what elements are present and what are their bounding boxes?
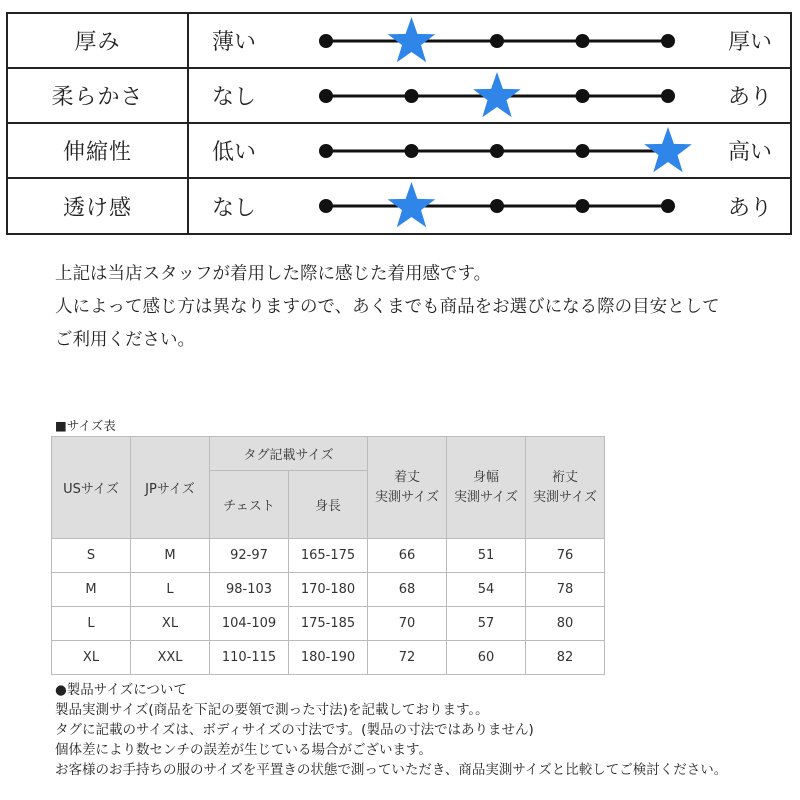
rating-row-thickness [8,14,790,69]
cell-chest: 104-109 [210,607,289,641]
header-height: 身長 [289,471,368,539]
cell-us: XL [52,641,131,675]
rating-dot [576,34,590,48]
header-width [447,437,526,539]
cell-width: 54 [447,573,526,607]
cell-jp: L [131,573,210,607]
cell-height: 170-180 [289,573,368,607]
rating-row-sheerness [8,179,790,234]
header-sleeve-line2: 実測サイズ [533,489,597,505]
footnote-line: お客様のお手持ちの服のサイズを平置きの状態で測っていただき、商品実測サイズと比較してご検討ください。 [55,762,728,778]
cell-jp: XXL [131,641,210,675]
rating-star-icon [644,127,692,172]
rating-scale [298,14,698,67]
rating-row-stretch [8,124,790,179]
cell-us: M [52,573,131,607]
rating-dot [319,199,333,213]
rating-row-softness [8,69,790,124]
rating-min-label: なし [212,196,257,221]
header-tag-size: タグ記載サイズ [210,437,368,471]
cell-length: 70 [368,607,447,641]
footnote-line: 個体差により数センチの誤差が生じている場合がございます。 [55,742,432,758]
cell-length: 72 [368,641,447,675]
cell-us: S [52,539,131,573]
cell-jp: M [131,539,210,573]
rating-dot [490,34,504,48]
rating-scale-graphic [298,14,698,69]
cell-sleeve: 76 [526,539,605,573]
rating-star-icon [388,17,436,62]
footnote-line: タグに記載のサイズは、ボディサイズの寸法です。(製品の寸法ではありません) [55,722,534,738]
rating-min-label: なし [212,85,257,110]
rating-label: 柔らかさ [8,69,189,122]
header-length-line2: 実測サイズ [375,489,439,505]
cell-sleeve: 82 [526,641,605,675]
rating-dot [319,89,333,103]
size-table-caption: ■サイズ表 [55,418,116,433]
header-jp-size: JPサイズ [131,437,210,539]
footnote-line: 製品実測サイズ(商品を下記の要領で測った寸法)を記載しております。。 [55,702,489,718]
cell-height: 165-175 [289,539,368,573]
cell-height: 180-190 [289,641,368,675]
cell-sleeve: 80 [526,607,605,641]
header-chest: チェスト [210,471,289,539]
rating-star-icon [388,182,436,227]
cell-chest: 98-103 [210,573,289,607]
rating-scale-graphic [298,179,698,234]
rating-min-label: 低い [212,140,257,165]
cell-chest: 92-97 [210,539,289,573]
header-sleeve-line1: 裄丈 [551,469,578,485]
header-length [368,437,447,539]
cell-sleeve: 78 [526,573,605,607]
rating-dot [576,199,590,213]
cell-width: 57 [447,607,526,641]
rating-dot [490,144,504,158]
rating-star-icon [473,72,521,117]
rating-dot [661,89,675,103]
cell-length: 68 [368,573,447,607]
header-us-size: USサイズ [52,437,131,539]
rating-dot [319,34,333,48]
rating-dot [661,34,675,48]
feel-rating-table [6,12,792,235]
table-row [52,607,605,641]
table-row [52,573,605,607]
fit-note [55,258,775,357]
size-table [51,436,605,675]
rating-max-label: あり [727,196,772,221]
note-line: ご利用ください。 [55,330,195,350]
rating-max-label: 高い [727,140,772,165]
note-line: 上記は当店スタッフが着用した際に感じた着用感です。 [55,264,492,284]
rating-dot [319,144,333,158]
table-row [52,641,605,675]
rating-label: 厚み [8,14,189,67]
header-length-line1: 着丈 [393,469,420,485]
size-footnotes [55,680,727,780]
rating-min-label: 薄い [212,30,257,55]
header-width-line1: 身幅 [472,469,499,485]
cell-width: 60 [447,641,526,675]
rating-max-label: 厚い [727,30,772,55]
rating-scale [298,179,698,234]
rating-dot [490,199,504,213]
cell-height: 175-185 [289,607,368,641]
cell-length: 66 [368,539,447,573]
rating-dot [661,199,675,213]
rating-scale-graphic [298,124,698,179]
rating-dot [405,89,419,103]
rating-scale [298,124,698,177]
cell-width: 51 [447,539,526,573]
rating-scale [298,69,698,122]
cell-chest: 110-115 [210,641,289,675]
rating-max-label: あり [727,85,772,110]
rating-label: 伸縮性 [8,124,189,177]
rating-scale-graphic [298,69,698,124]
rating-dot [576,144,590,158]
header-width-line2: 実測サイズ [454,489,518,505]
note-line: 人によって感じ方は異なりますので、あくまでも商品をお選びになる際の目安として [55,297,720,317]
rating-dot [405,144,419,158]
rating-label: 透け感 [8,179,189,234]
cell-us: L [52,607,131,641]
header-sleeve [526,437,605,539]
footnote-line: ●製品サイズについて [55,682,187,698]
rating-dot [576,89,590,103]
cell-jp: XL [131,607,210,641]
table-row [52,539,605,573]
